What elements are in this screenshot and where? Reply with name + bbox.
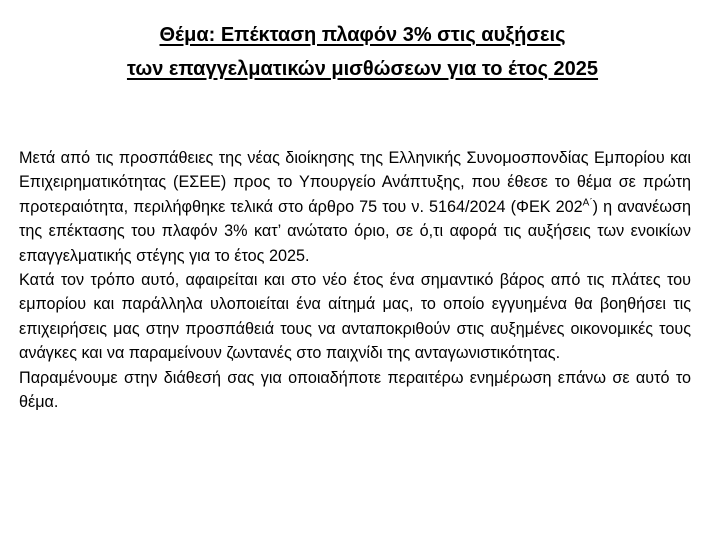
document-body bbox=[19, 146, 691, 414]
title-line-2: των επαγγελματικών μισθώσεων για το έτος 2025 bbox=[126, 58, 599, 80]
document-title bbox=[0, 18, 725, 86]
title-line-1: Θέμα: Επέκταση πλαφόν 3% στις αυξήσεις bbox=[159, 24, 566, 46]
paragraph-1 bbox=[19, 146, 691, 268]
title-line-1-wrapper bbox=[0, 18, 725, 52]
paragraph-1-superscript: Α΄ bbox=[582, 197, 593, 209]
title-line-2-wrapper bbox=[0, 52, 725, 86]
paragraph-3: Παραμένουμε στην διάθεσή σας για οποιαδήποτε περαιτέρω ενημέρωση επάνω σε αυτό το θέμα. bbox=[19, 368, 691, 412]
paragraph-2: Κατά τον τρόπο αυτό, αφαιρείται και στο νέο έτος ένα σημαντικό βάρος από τις πλάτες του εμπορίου και παράλληλα υλοποιείται ένα αίτημά μας, το οποίο εγγυημένα θα βοηθήσει τις επιχειρήσεις μας στην προσπάθειά τους να ανταποκριθούν στις αυξημένες οικονομικές τους ανάγκες και να παραμείνουν ζωντανές στο παιχνίδι της ανταγωνιστικότητας. bbox=[19, 271, 691, 363]
paragraph-1-part-1: Μετά από τις προσπάθειες της νέας διοίκησης της Ελληνικής Συνομοσπονδίας Εμπορίου και Επιχειρηματικότητας (ΕΣΕΕ) προς το Υπουργείο Ανάπτυξης, που έθεσε το θέμα σε πρώτη προτεραιότητα, περιλήφθηκε τελικά στο άρθρο 75 του ν. 5164/2024 (ΦΕΚ 202 bbox=[19, 149, 691, 216]
paragraph-1-part-2: ) η ανανέωση της επέκτασης του πλαφόν 3% κατ’ ανώτατο όριο, σε ό,τι αφορά τις αυξήσεις των ενοικίων επαγγελματικής στέγης για το έτος 2025. bbox=[19, 197, 691, 265]
